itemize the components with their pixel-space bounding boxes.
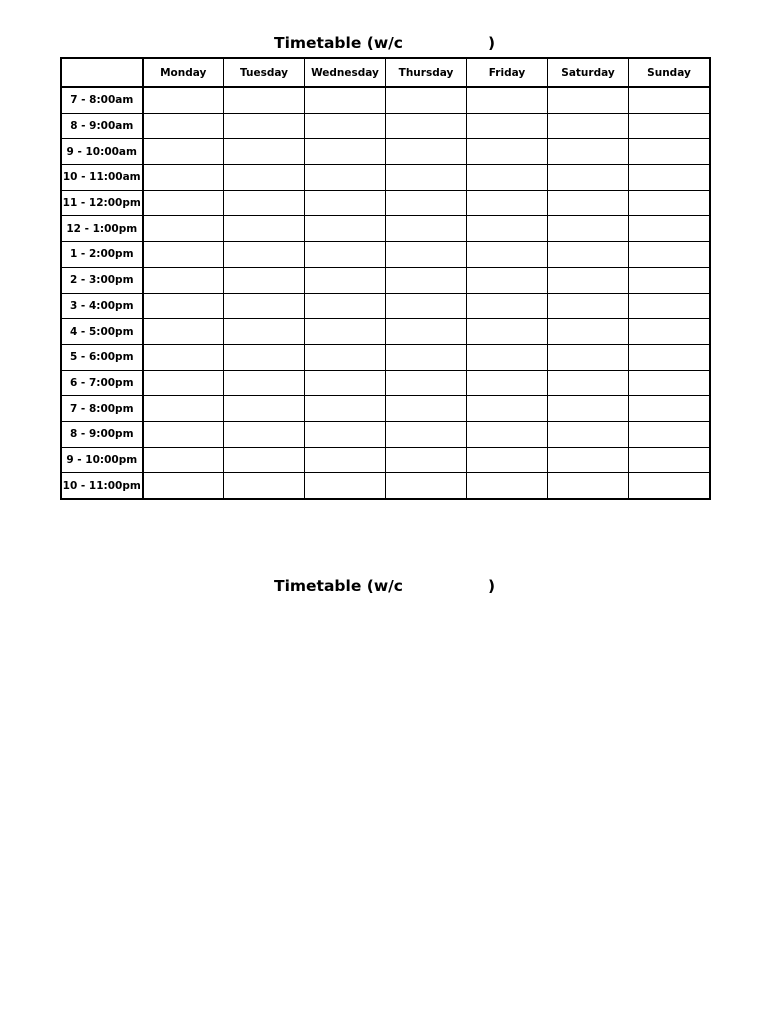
schedule-cell[interactable] [467, 319, 548, 345]
schedule-cell[interactable] [143, 87, 224, 113]
schedule-cell[interactable] [548, 421, 629, 447]
schedule-cell[interactable] [548, 267, 629, 293]
schedule-cell[interactable] [305, 242, 386, 268]
schedule-cell[interactable] [224, 87, 305, 113]
schedule-cell[interactable] [143, 113, 224, 139]
day-header-saturday: Saturday [548, 59, 629, 88]
schedule-cell[interactable] [629, 293, 710, 319]
corner-cell[interactable] [62, 59, 143, 88]
schedule-cell[interactable] [305, 216, 386, 242]
schedule-cell[interactable] [386, 165, 467, 191]
schedule-cell[interactable] [224, 344, 305, 370]
schedule-cell[interactable] [629, 319, 710, 345]
schedule-cell[interactable] [143, 242, 224, 268]
schedule-cell[interactable] [548, 165, 629, 191]
schedule-cell[interactable] [629, 242, 710, 268]
schedule-cell[interactable] [386, 242, 467, 268]
table-row [62, 319, 710, 345]
table-row [62, 473, 710, 499]
header-row [62, 59, 710, 88]
schedule-cell[interactable] [386, 190, 467, 216]
time-slot-label: 2 - 3:00pm [62, 267, 143, 293]
schedule-cell[interactable] [467, 344, 548, 370]
schedule-cell[interactable] [467, 113, 548, 139]
table-row [62, 421, 710, 447]
table-row [62, 216, 710, 242]
time-slot-label: 6 - 7:00pm [62, 370, 143, 396]
schedule-cell[interactable] [224, 190, 305, 216]
schedule-cell[interactable] [305, 447, 386, 473]
schedule-cell[interactable] [224, 242, 305, 268]
schedule-cell[interactable] [143, 190, 224, 216]
schedule-cell[interactable] [143, 473, 224, 499]
time-slot-label: 3 - 4:00pm [62, 293, 143, 319]
schedule-cell[interactable] [143, 396, 224, 422]
schedule-cell[interactable] [224, 113, 305, 139]
schedule-cell[interactable] [629, 370, 710, 396]
schedule-cell[interactable] [305, 113, 386, 139]
schedule-cell[interactable] [629, 396, 710, 422]
schedule-cell[interactable] [548, 396, 629, 422]
table-row [62, 447, 710, 473]
schedule-cell[interactable] [224, 421, 305, 447]
schedule-cell[interactable] [305, 344, 386, 370]
title-suffix: ) [488, 577, 496, 595]
schedule-cell[interactable] [386, 113, 467, 139]
schedule-cell[interactable] [224, 396, 305, 422]
time-slot-label: 7 - 8:00am [62, 87, 143, 113]
time-slot-label: 8 - 9:00pm [62, 421, 143, 447]
day-header-monday: Monday [143, 59, 224, 88]
schedule-cell[interactable] [224, 370, 305, 396]
schedule-cell[interactable] [629, 190, 710, 216]
schedule-cell[interactable] [467, 216, 548, 242]
schedule-cell[interactable] [224, 165, 305, 191]
schedule-cell[interactable] [143, 370, 224, 396]
table-row [62, 344, 710, 370]
schedule-cell[interactable] [143, 447, 224, 473]
schedule-cell[interactable] [548, 87, 629, 113]
schedule-cell[interactable] [305, 293, 386, 319]
schedule-cell[interactable] [548, 190, 629, 216]
schedule-cell[interactable] [629, 447, 710, 473]
day-header-sunday: Sunday [629, 59, 710, 88]
schedule-cell[interactable] [143, 267, 224, 293]
schedule-cell[interactable] [305, 165, 386, 191]
schedule-cell[interactable] [386, 473, 467, 499]
schedule-cell[interactable] [467, 87, 548, 113]
schedule-cell[interactable] [305, 473, 386, 499]
schedule-cell[interactable] [548, 242, 629, 268]
day-header-thursday: Thursday [386, 59, 467, 88]
schedule-cell[interactable] [548, 139, 629, 165]
schedule-cell[interactable] [629, 421, 710, 447]
schedule-cell[interactable] [467, 473, 548, 499]
table-row [62, 293, 710, 319]
schedule-cell[interactable] [548, 370, 629, 396]
table-row [62, 165, 710, 191]
schedule-cell[interactable] [629, 267, 710, 293]
schedule-cell[interactable] [467, 139, 548, 165]
table-row [62, 87, 710, 113]
schedule-cell[interactable] [548, 344, 629, 370]
schedule-cell[interactable] [224, 293, 305, 319]
time-slot-label: 10 - 11:00pm [62, 473, 143, 499]
schedule-cell[interactable] [467, 370, 548, 396]
table-row [62, 370, 710, 396]
schedule-cell[interactable] [548, 447, 629, 473]
schedule-cell[interactable] [224, 216, 305, 242]
schedule-cell[interactable] [386, 293, 467, 319]
schedule-cell[interactable] [548, 473, 629, 499]
schedule-cell[interactable] [386, 447, 467, 473]
schedule-cell[interactable] [143, 421, 224, 447]
table-row [62, 139, 710, 165]
schedule-cell[interactable] [386, 370, 467, 396]
schedule-cell[interactable] [386, 139, 467, 165]
schedule-cell[interactable] [386, 319, 467, 345]
schedule-cell[interactable] [143, 293, 224, 319]
schedule-cell[interactable] [305, 319, 386, 345]
schedule-cell[interactable] [224, 473, 305, 499]
table-row [62, 113, 710, 139]
time-slot-label: 1 - 2:00pm [62, 242, 143, 268]
schedule-cell[interactable] [143, 165, 224, 191]
title-suffix: ) [488, 34, 496, 52]
schedule-cell[interactable] [386, 396, 467, 422]
schedule-cell[interactable] [386, 216, 467, 242]
schedule-cell[interactable] [467, 165, 548, 191]
schedule-cell[interactable] [467, 421, 548, 447]
schedule-cell[interactable] [386, 344, 467, 370]
table-row [62, 242, 710, 268]
schedule-cell[interactable] [143, 139, 224, 165]
time-slot-label: 9 - 10:00pm [62, 447, 143, 473]
schedule-cell[interactable] [467, 242, 548, 268]
schedule-cell[interactable] [224, 447, 305, 473]
time-slot-label: 5 - 6:00pm [62, 344, 143, 370]
schedule-cell[interactable] [629, 473, 710, 499]
schedule-cell[interactable] [467, 293, 548, 319]
schedule-cell[interactable] [467, 447, 548, 473]
day-header-friday: Friday [467, 59, 548, 88]
schedule-cell[interactable] [629, 165, 710, 191]
schedule-cell[interactable] [386, 87, 467, 113]
title-prefix: Timetable (w/c [274, 34, 403, 52]
schedule-cell[interactable] [143, 344, 224, 370]
schedule-cell[interactable] [305, 267, 386, 293]
schedule-cell[interactable] [467, 396, 548, 422]
table-row [62, 190, 710, 216]
schedule-cell[interactable] [224, 319, 305, 345]
schedule-cell[interactable] [305, 190, 386, 216]
schedule-cell[interactable] [305, 139, 386, 165]
schedule-cell[interactable] [467, 267, 548, 293]
schedule-cell[interactable] [548, 293, 629, 319]
schedule-cell[interactable] [548, 216, 629, 242]
time-slot-label: 12 - 1:00pm [62, 216, 143, 242]
schedule-cell[interactable] [629, 344, 710, 370]
day-header-tuesday: Tuesday [224, 59, 305, 88]
schedule-cell[interactable] [629, 216, 710, 242]
schedule-cell[interactable] [143, 216, 224, 242]
time-slot-label: 11 - 12:00pm [62, 190, 143, 216]
schedule-cell[interactable] [629, 139, 710, 165]
time-slot-label: 8 - 9:00am [62, 113, 143, 139]
time-slot-label: 10 - 11:00am [62, 165, 143, 191]
schedule-cell[interactable] [629, 87, 710, 113]
schedule-cell[interactable] [305, 396, 386, 422]
schedule-cell[interactable] [467, 190, 548, 216]
schedule-cell[interactable] [143, 319, 224, 345]
timetable-grid [61, 58, 710, 499]
schedule-cell[interactable] [305, 370, 386, 396]
table-row [62, 396, 710, 422]
schedule-cell[interactable] [386, 421, 467, 447]
schedule-cell[interactable] [305, 421, 386, 447]
schedule-cell[interactable] [305, 87, 386, 113]
schedule-cell[interactable] [224, 267, 305, 293]
schedule-cell[interactable] [386, 267, 467, 293]
table-row [62, 267, 710, 293]
schedule-cell[interactable] [224, 139, 305, 165]
time-slot-label: 7 - 8:00pm [62, 396, 143, 422]
schedule-cell[interactable] [629, 113, 710, 139]
day-header-wednesday: Wednesday [305, 59, 386, 88]
title-prefix: Timetable (w/c [274, 577, 403, 595]
schedule-cell[interactable] [548, 113, 629, 139]
time-slot-label: 9 - 10:00am [62, 139, 143, 165]
time-slot-label: 4 - 5:00pm [62, 319, 143, 345]
schedule-cell[interactable] [548, 319, 629, 345]
